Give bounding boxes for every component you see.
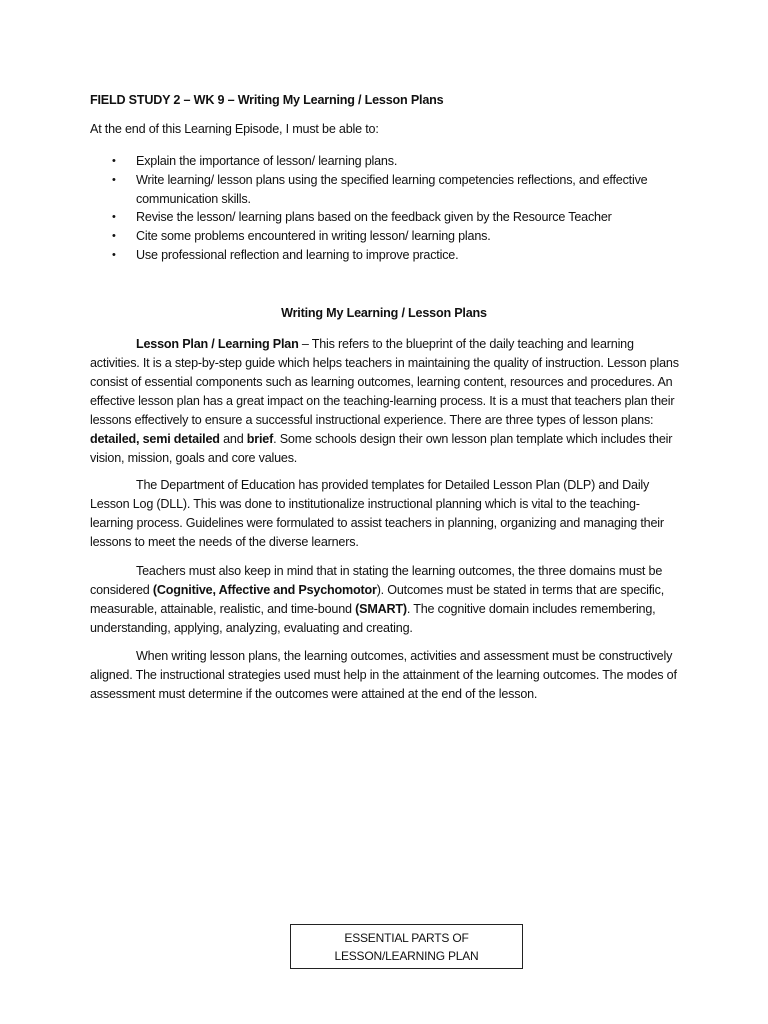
section-title: Writing My Learning / Lesson Plans xyxy=(281,306,487,320)
box-line-1: ESSENTIAL PARTS OF xyxy=(344,931,469,945)
term-brief: brief xyxy=(246,432,274,446)
paragraph-text: ). Outcomes must be stated in terms that are specific, measurable, attainable, realistic, and time-bound xyxy=(90,583,665,616)
paragraph-text: . Some schools design their own lesson plan template which includes their vision, mission, goals and core values. xyxy=(90,432,673,465)
page-heading: FIELD STUDY 2 – WK 9 – Writing My Learning / Lesson Plans xyxy=(90,93,444,107)
paragraph-text: . The cognitive domain includes remembering, understanding, applying, analyzing, evaluating and creating. xyxy=(90,602,656,635)
essential-parts-box xyxy=(290,924,523,969)
paragraph-lesson-plan-definition xyxy=(90,335,680,468)
objective-text: Use professional reflection and learning to improve practice. xyxy=(136,247,459,262)
list-item xyxy=(90,208,680,227)
list-item xyxy=(90,171,680,209)
bullet-icon: • xyxy=(112,248,116,261)
objectives-list xyxy=(90,152,680,265)
intro-text: At the end of this Learning Episode, I must be able to: xyxy=(90,122,379,136)
list-item xyxy=(90,227,680,246)
list-item xyxy=(90,152,680,171)
bullet-icon: • xyxy=(112,155,116,167)
term-domains: (Cognitive, Affective and Psychomotor xyxy=(152,583,377,597)
paragraph-learning-domains xyxy=(90,562,680,638)
bullet-icon: • xyxy=(112,211,116,224)
box-line-2: LESSON/LEARNING PLAN xyxy=(334,949,479,963)
paragraph-text: and xyxy=(219,432,247,446)
term-lesson-plan-types: detailed, semi detailed xyxy=(90,432,220,446)
objective-text: Explain the importance of lesson/ learning plans. xyxy=(136,154,398,168)
paragraph-text: Teachers must also keep in mind that in stating the learning outcomes, the three domains must be considered xyxy=(90,564,663,597)
term-lesson-plan: Lesson Plan / Learning Plan xyxy=(136,337,299,351)
bullet-icon: • xyxy=(112,173,116,186)
objective-text: Revise the lesson/ learning plans based on the feedback given by the Resource Teacher xyxy=(136,210,612,225)
paragraph-text: The Department of Education has provided templates for Detailed Lesson Plan (DLP) and Daily Lesson Log (DLL). This was done to institutionalize instructional planning which is vital to the teaching-learning process. Guidelines were formulated to assist teachers in planning, organizing and managing their lessons to meet the needs of the diverse learners. xyxy=(90,478,664,549)
paragraph-text: When writing lesson plans, the learning outcomes, activities and assessment must be constructively aligned. The instructional strategies used must help in the attainment of the learning outcomes. The modes of assessment must determine if the outcomes were attained at the end of the lesson. xyxy=(90,649,677,701)
objective-text: Write learning/ lesson plans using the specified learning competencies reflections, and effective communication skills. xyxy=(136,172,648,206)
paragraph-constructive-alignment xyxy=(90,647,680,704)
paragraph-text: – This refers to the blueprint of the daily teaching and learning activities. It is a step-by-step guide which helps teachers in maintaining the quality of instruction. Lesson plans consist of essential components such as learning outcomes, learning content, resources and procedures. An effective lesson plan has a great impact on the teaching-learning process. It is a must that teachers plan their lessons effectively to ensure a successful instructional experience. There are three types of lesson plans: xyxy=(90,337,679,427)
objective-text: Cite some problems encountered in writing lesson/ learning plans. xyxy=(136,229,491,244)
paragraph-deped-templates xyxy=(90,476,680,552)
list-item xyxy=(90,246,680,265)
bullet-icon: • xyxy=(112,230,116,243)
term-smart: (SMART) xyxy=(355,602,407,616)
